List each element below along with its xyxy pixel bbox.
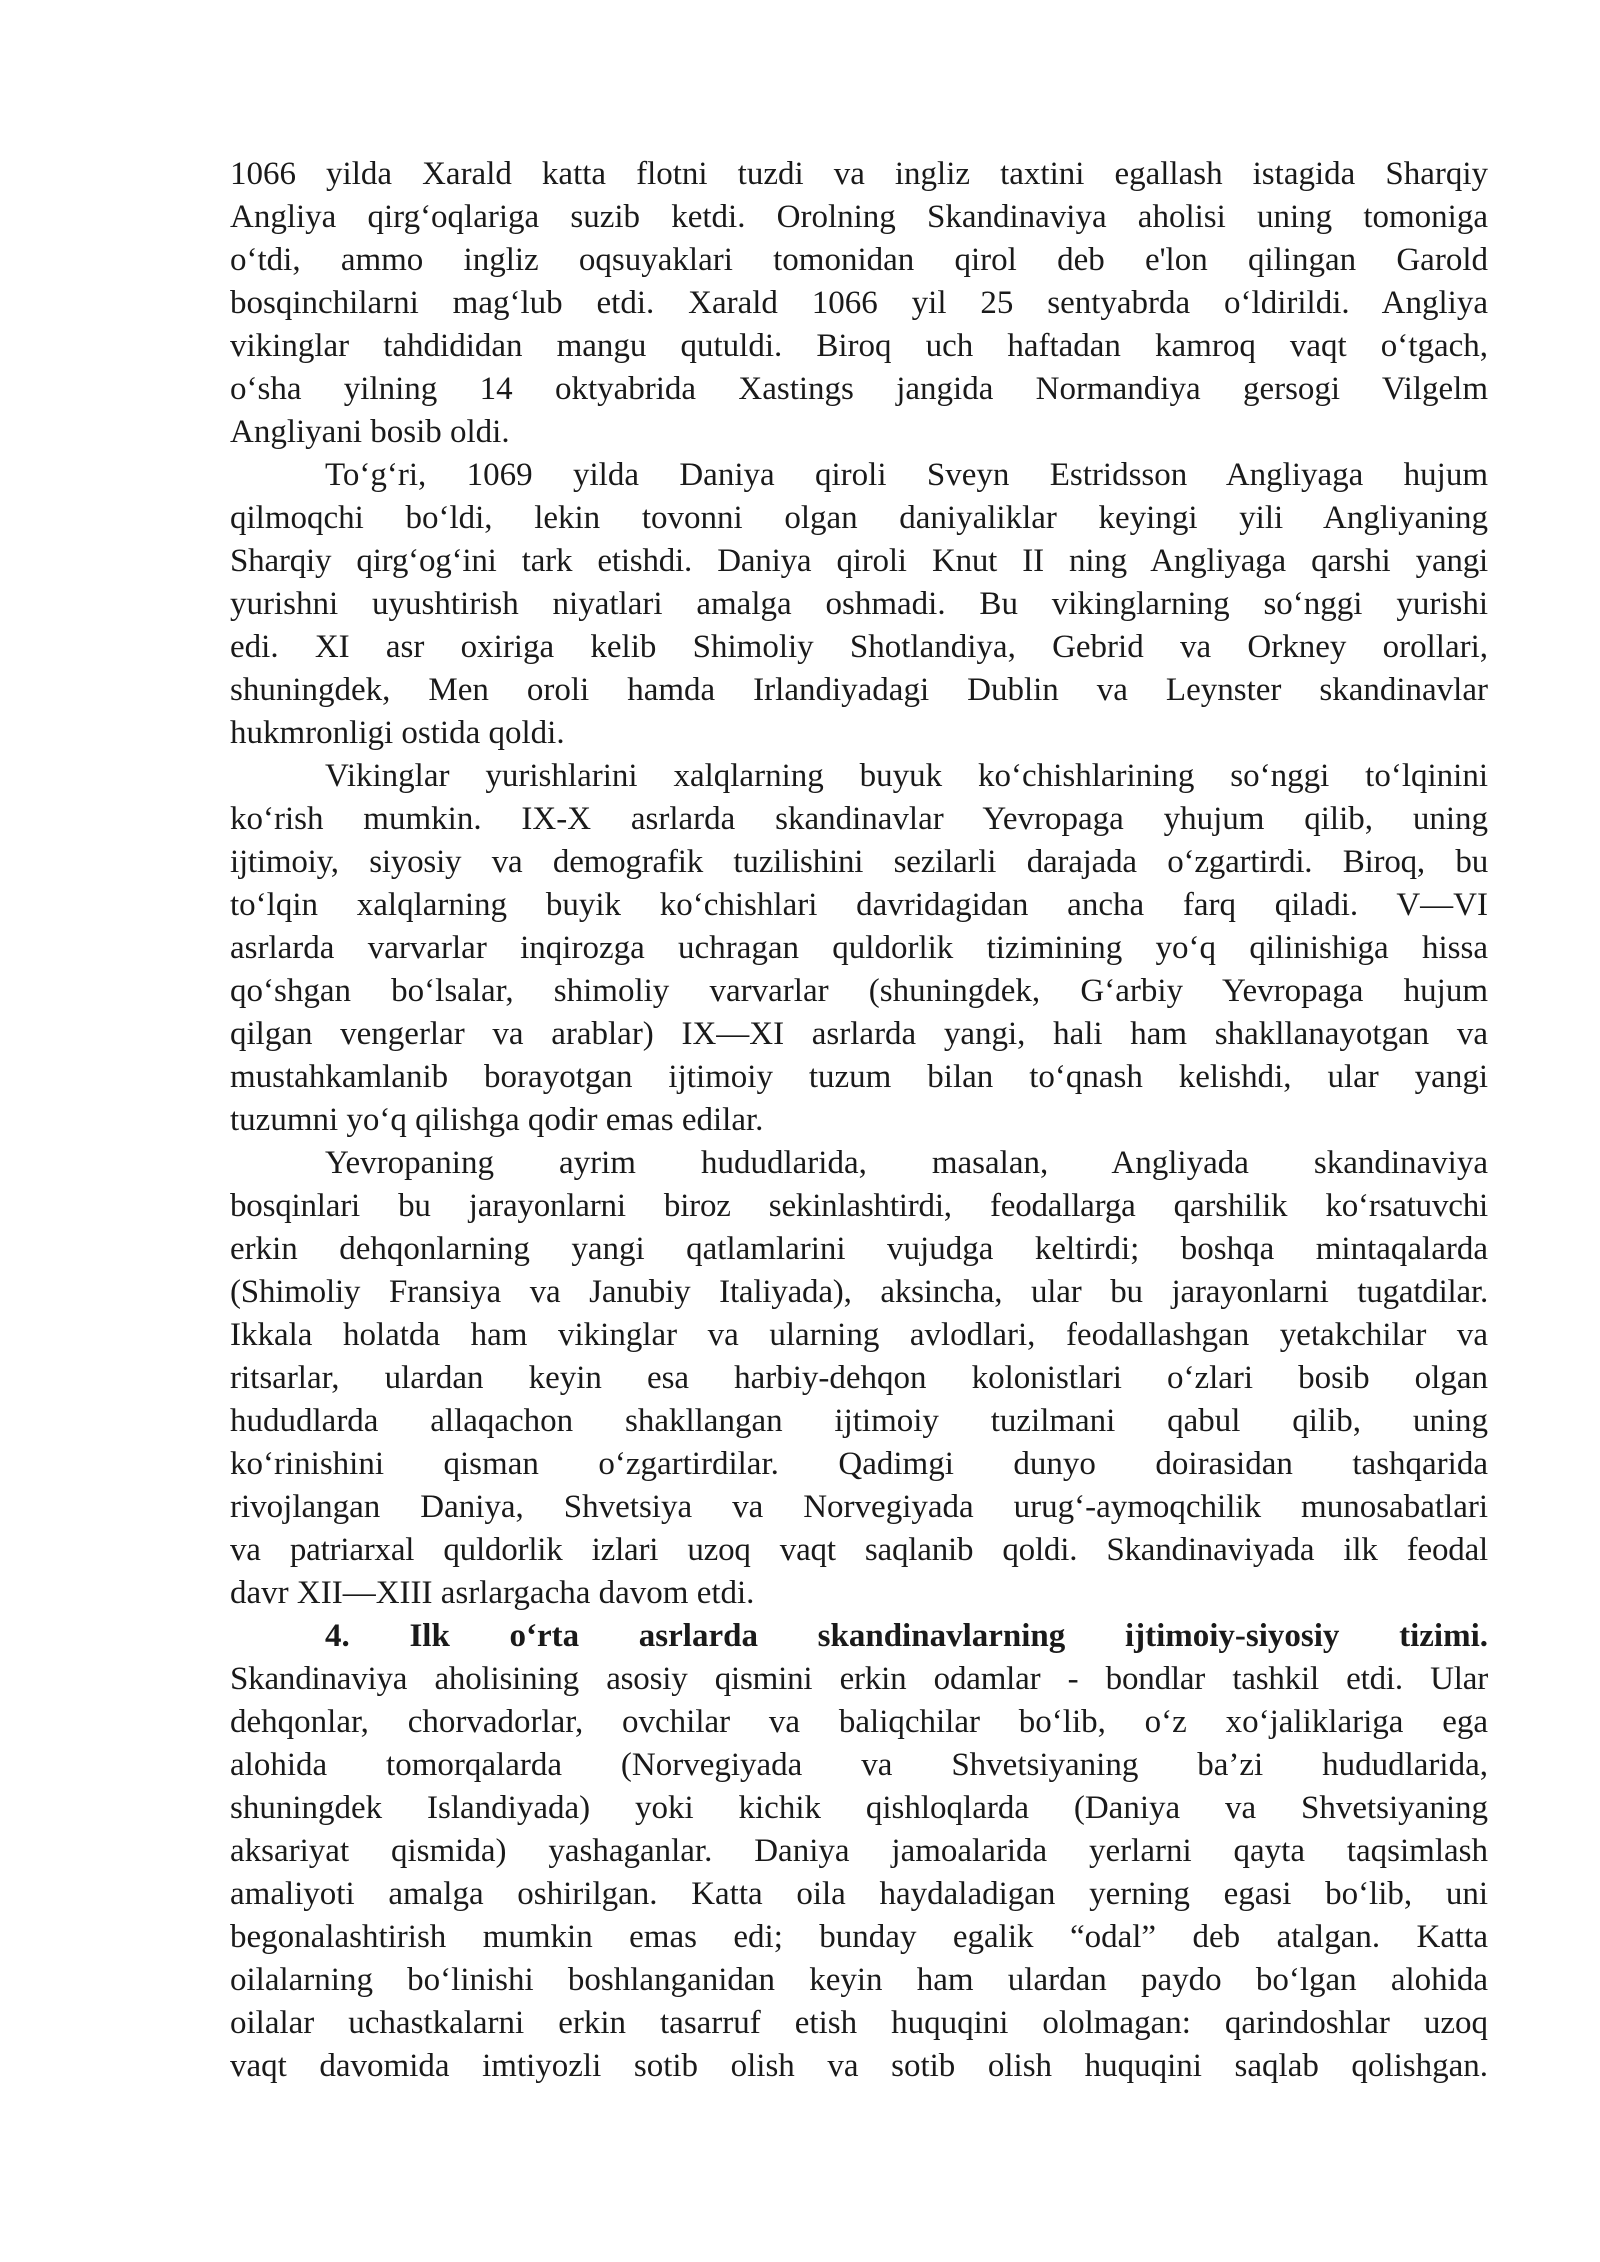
paragraph-first-line: Vikinglar yurishlarini xalqlarning buyuk ko‘chishlarining so‘nggi to‘lqinini [325, 758, 1488, 794]
text-line: ko‘rinishini qisman o‘zgartirdilar. Qadimgi dunyo doirasidan tashqarida [230, 1446, 1488, 1482]
paragraph-first-line: To‘g‘ri, 1069 yilda Daniya qiroli Sveyn Estridsson Angliyaga hujum [325, 457, 1488, 493]
text-line: shuningdek, Men oroli hamda Irlandiyadagi Dublin va Leynster skandinavlar [230, 672, 1488, 708]
text-line: amaliyoti amalga oshirilgan. Katta oila haydaladigan yerning egasi bo‘lib, uni [230, 1876, 1488, 1912]
text-line: (Shimoliy Fransiya va Janubiy Italiyada), aksincha, ular bu jarayonlarni tugatdilar. [230, 1274, 1488, 1310]
text-line: bosqinchilarni mag‘lub etdi. Xarald 1066 yil 25 sentyabrda o‘ldirildi. Angliya [230, 285, 1488, 321]
text-line: aksariyat qismida) yashaganlar. Daniya jamoalarida yerlarni qayta taqsimlash [230, 1833, 1488, 1869]
text-line: qilmoqchi bo‘ldi, lekin tovonni olgan daniyaliklar keyingi yili Angliyaning [230, 500, 1488, 536]
text-line: o‘tdi, ammo ingliz oqsuyaklari tomonidan qirol deb e'lon qilingan Garold [230, 242, 1488, 278]
text-line: 1066 yilda Xarald katta flotni tuzdi va ingliz taxtini egallash istagida Sharqiy [230, 156, 1488, 192]
text-line: Sharqiy qirg‘og‘ini tark etishdi. Daniya qiroli Knut II ning Angliyaga qarshi yangi [230, 543, 1488, 579]
text-line: o‘sha yilning 14 oktyabrida Xastings jangida Normandiya gersogi Vilgelm [230, 371, 1488, 407]
text-line: bosqinlari bu jarayonlarni biroz sekinlashtirdi, feodallarga qarshilik ko‘rsatuvchi [230, 1188, 1488, 1224]
text-line: ko‘rish mumkin. IX-X asrlarda skandinavlar Yevropaga yhujum qilib, uning [230, 801, 1488, 837]
text-line: begonalashtirish mumkin emas edi; bunday egalik “odal” deb atalgan. Katta [230, 1919, 1488, 1955]
text-line: ijtimoiy, siyosiy va demografik tuzilishini sezilarli darajada o‘zgartirdi. Biroq, bu [230, 844, 1488, 880]
text-line: qo‘shgan bo‘lsalar, shimoliy varvarlar (shuningdek, G‘arbiy Yevropaga hujum [230, 973, 1488, 1009]
text-line: Skandinaviya aholisining asosiy qismini erkin odamlar - bondlar tashkil etdi. Ular [230, 1661, 1488, 1697]
text-line: yurishni uyushtirish niyatlari amalga oshmadi. Bu vikinglarning so‘nggi yurishi [230, 586, 1488, 622]
text-line: Ikkala holatda ham vikinglar va ularning avlodlari, feodallashgan yetakchilar va [230, 1317, 1488, 1353]
text-line: tuzumni yo‘q qilishga qodir emas edilar. [230, 1102, 764, 1138]
text-line: Angliyani bosib oldi. [230, 414, 510, 450]
paragraph-first-line: Yevropaning ayrim hududlarida, masalan, Angliyada skandinaviya [325, 1145, 1488, 1181]
text-line: oilalar uchastkalarni erkin tasarruf etish huquqini ololmagan: qarindoshlar uzoq [230, 2005, 1488, 2041]
section-heading: 4. Ilk o‘rta asrlarda skandinavlarning ijtimoiy-siyosiy tizimi. [325, 1618, 1488, 1654]
text-line: ritsarlar, ulardan keyin esa harbiy-dehqon kolonistlari o‘zlari bosib olgan [230, 1360, 1488, 1396]
text-line: dehqonlar, chorvadorlar, ovchilar va baliqchilar bo‘lib, o‘z xo‘jaliklariga ega [230, 1704, 1488, 1740]
text-line: qilgan vengerlar va arablar) IX—XI asrlarda yangi, hali ham shakllanayotgan va [230, 1016, 1488, 1052]
text-line: to‘lqin xalqlarning buyik ko‘chishlari davridagidan ancha farq qiladi. V—VI [230, 887, 1488, 923]
text-line: vaqt davomida imtiyozli sotib olish va sotib olish huquqini saqlab qolishgan. [230, 2048, 1488, 2084]
text-line: hukmronligi ostida qoldi. [230, 715, 565, 751]
text-line: rivojlangan Daniya, Shvetsiya va Norvegiyada urug‘-aymoqchilik munosabatlari [230, 1489, 1488, 1525]
text-line: alohida tomorqalarda (Norvegiyada va Shvetsiyaning ba’zi hududlarida, [230, 1747, 1488, 1783]
text-line: shuningdek Islandiyada) yoki kichik qishloqlarda (Daniya va Shvetsiyaning [230, 1790, 1488, 1826]
text-line: Angliya qirg‘oqlariga suzib ketdi. Orolning Skandinaviya aholisi uning tomoniga [230, 199, 1488, 235]
text-line: vikinglar tahdididan mangu qutuldi. Biroq uch haftadan kamroq vaqt o‘tgach, [230, 328, 1488, 364]
text-line: mustahkamlanib borayotgan ijtimoiy tuzum bilan to‘qnash kelishdi, ular yangi [230, 1059, 1488, 1095]
text-line: davr XII—XIII asrlargacha davom etdi. [230, 1575, 755, 1611]
text-line: va patriarxal quldorlik izlari uzoq vaqt saqlanib qoldi. Skandinaviyada ilk feodal [230, 1532, 1488, 1568]
text-line: oilalarning bo‘linishi boshlanganidan keyin ham ulardan paydo bo‘lgan alohida [230, 1962, 1488, 1998]
text-line: edi. XI asr oxiriga kelib Shimoliy Shotlandiya, Gebrid va Orkney orollari, [230, 629, 1488, 665]
text-line: asrlarda varvarlar inqirozga uchragan quldorlik tizimining yo‘q qilinishiga hissa [230, 930, 1488, 966]
text-line: erkin dehqonlarning yangi qatlamlarini vujudga keltirdi; boshqa mintaqalarda [230, 1231, 1488, 1267]
text-line: hududlarda allaqachon shakllangan ijtimoiy tuzilmani qabul qilib, uning [230, 1403, 1488, 1439]
